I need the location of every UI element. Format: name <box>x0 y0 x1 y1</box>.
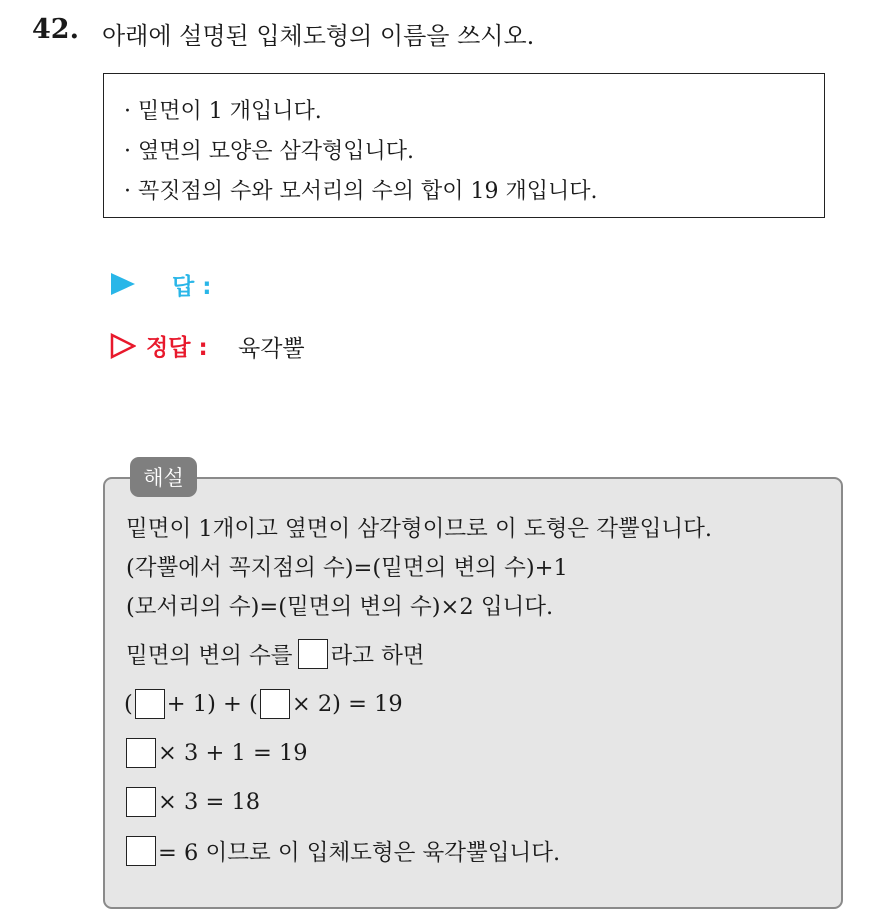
blank-box <box>135 689 165 719</box>
play-triangle-icon <box>111 273 135 295</box>
outline-triangle-icon <box>110 333 136 359</box>
blank-box <box>126 836 156 866</box>
explanation-line: (각뿔에서 꼭지점의 수)=(밑면의 변의 수)+1 <box>126 555 568 581</box>
question-text: 아래에 설명된 입체도형의 이름을 쓰시오. <box>102 22 535 50</box>
eq3-text: × 3 = 18 <box>158 789 261 815</box>
equation-row-2 <box>124 735 308 771</box>
explanation-tab: 해설 <box>130 457 197 497</box>
question-number: 42. <box>32 14 79 45</box>
eq4-text: = 6 이므로 이 입체도형은 육각뿔입니다. <box>158 840 561 866</box>
blank-intro-before: 밑면의 변의 수를 <box>126 643 293 669</box>
eq1-middle: + 1) + ( <box>166 691 258 717</box>
condition-item: · 옆면의 모양은 삼각형입니다. <box>124 139 414 164</box>
condition-item: · 밑면이 1 개입니다. <box>124 99 322 124</box>
equation-row-3 <box>124 784 260 820</box>
explanation-line: (모서리의 수)=(밑면의 변의 수)×2 입니다. <box>126 594 554 620</box>
blank-box <box>126 738 156 768</box>
equation-row-1 <box>124 686 403 722</box>
eq1-open: ( <box>124 691 133 717</box>
blank-box <box>126 787 156 817</box>
condition-item: · 꼭짓점의 수와 모서리의 수의 합이 19 개입니다. <box>124 179 598 204</box>
eq2-text: × 3 + 1 = 19 <box>158 740 308 766</box>
correct-answer-label: 정답 : <box>146 335 208 361</box>
blank-intro-after: 라고 하면 <box>330 643 425 669</box>
conditions-box <box>103 73 825 218</box>
eq1-end: × 2) = 19 <box>291 691 403 717</box>
blank-box <box>298 639 328 669</box>
equation-row-4 <box>124 833 560 869</box>
explanation-line: 밑면이 1개이고 옆면이 삼각형이므로 이 도형은 각뿔입니다. <box>126 516 713 542</box>
correct-answer-value: 육각뿔 <box>238 336 305 362</box>
blank-box <box>260 689 290 719</box>
blank-intro-line <box>126 636 425 672</box>
answer-label: 답 : <box>172 274 212 300</box>
